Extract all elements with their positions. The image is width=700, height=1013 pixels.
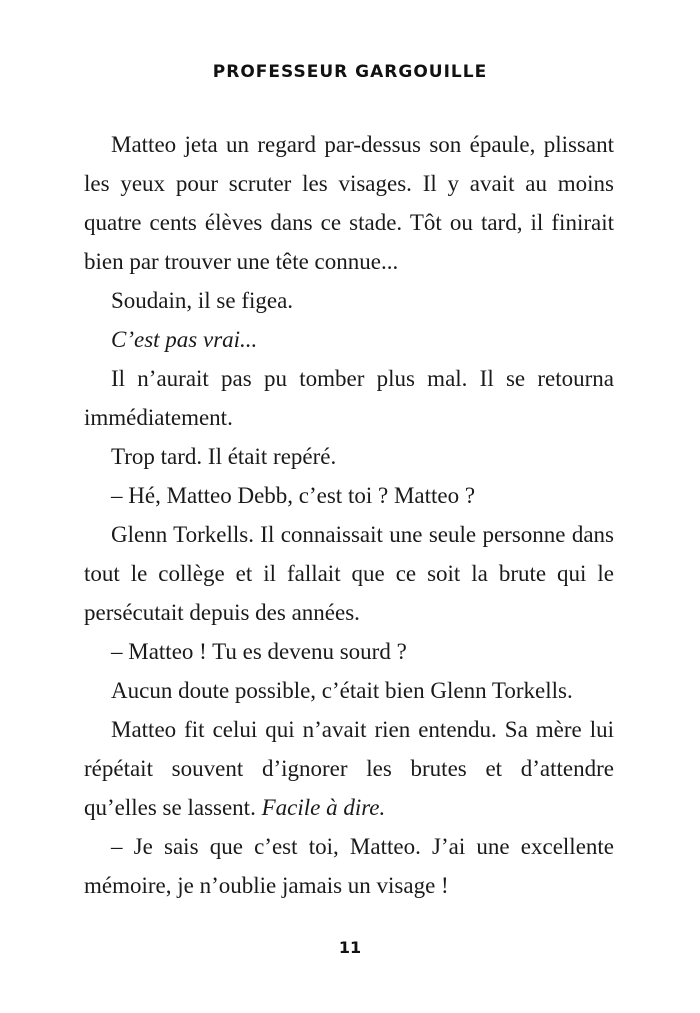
body-text: [84, 125, 614, 905]
paragraph-1: Matteo jeta un regard par-dessus son épaule, plissant les yeux pour scruter les visages. Il y avait au moins quatre cents élèves dans ce stade. Tôt ou tard, il finirait bien par trouver une tête connue...: [84, 132, 614, 274]
paragraph-5: Trop tard. Il était repéré.: [111, 444, 337, 469]
paragraph-10: [84, 710, 614, 827]
paragraph-11-dialogue: – Je sais que c’est toi, Matteo. J’ai une excellente mémoire, je n’oublie jamais un visage !: [84, 834, 614, 898]
paragraph-10-italic: Facile à dire.: [261, 795, 386, 820]
paragraph-4: Il n’aurait pas pu tomber plus mal. Il se retourna immédiatement.: [84, 366, 614, 430]
running-header: PROFESSEUR GARGOUILLE: [212, 62, 488, 82]
paragraph-2: Soudain, il se figea.: [111, 288, 294, 313]
paragraph-7: Glenn Torkells. Il connaissait une seule personne dans tout le collège et il fallait que ce soit la brute qui le persécutait depuis des années.: [84, 522, 614, 625]
paragraph-9: Aucun doute possible, c’était bien Glenn Torkells.: [111, 678, 573, 703]
paragraph-6-dialogue: – Hé, Matteo Debb, c’est toi ? Matteo ?: [111, 483, 476, 508]
page-number: 11: [338, 938, 362, 957]
paragraph-3-thought: C’est pas vrai...: [111, 327, 258, 352]
paragraph-10-main: Matteo fit celui qui n’avait rien entendu. Sa mère lui répétait souvent d’ignorer les brutes et d’attendre qu’elles se lassent.: [84, 717, 614, 820]
paragraph-8-dialogue: – Matteo ! Tu es devenu sourd ?: [111, 639, 407, 664]
